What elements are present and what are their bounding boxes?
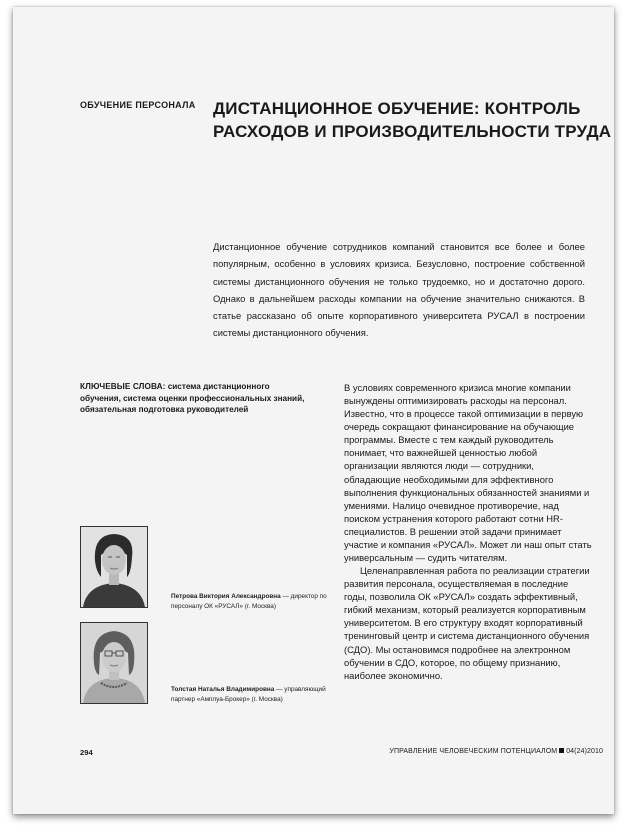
author-caption-tolstaya [171,685,327,704]
author-caption-petrova [171,592,327,611]
page-number: 294 [80,748,93,757]
author-role: — управляющий партнер «Амплуа-Брокер» (г. Москва) [171,686,326,703]
journal-footer [389,748,603,755]
author-name: Петрова Виктория Александровна [171,593,281,600]
author-role: — директор по персоналу ОК «РУСАЛ» (г. Москва) [171,593,327,610]
author-photo-petrova [80,526,148,608]
body-paragraph-1: В условиях современного кризиса многие компании вынуждены оптимизировать расходы на персонал. Известно, что в процессе такой оптимизации в первую очередь сокращают финансирование на обучающие программы. Вместе с тем каждый руководитель понимает, что важнейшей ценностью любой организации являются люди — сотрудники, обладающие необходимыми для эффективного выполнения функциональных обязанностей знаниями и умениями. Налицо очевидное противоречие, над поиском устранения которого работают сотни HR-специалистов. В решении этой задачи принимает участие и компания «РУСАЛ». Может ли наш опыт стать универсальным — судить читателям. [344,382,592,564]
journal-issue: 04(24)2010 [566,748,603,755]
section-label: ОБУЧЕНИЕ ПЕРСОНАЛА [80,100,196,110]
keywords-label: КЛЮЧЕВЫЕ СЛОВА: [80,382,166,391]
author-photo-tolstaya [80,622,148,704]
author-name: Толстая Наталья Владимировна [171,686,275,693]
article-body [344,381,592,682]
keywords-text: система дистанционного обучения, система оценки профессиональных знаний, обязательная подготовка руководителей [80,382,305,414]
article-title-line-1: ДИСТАНЦИОННОЕ ОБУЧЕНИЕ: КОНТРОЛЬ [213,99,581,118]
body-paragraph-2: Целенаправленная работа по реализации стратегии развития персонала, осуществляемая в последние годы, позволила ОК «РУСАЛ» создать эффективный, гибкий механизм, который реализуется корпоративным университетом. В его структуру входят корпоративный тренинговый центр и система дистанционного обучения (СДО). Мы остановимся подробнее на электронном обучении в СДО, которое, по общему признанию, наиболее экономично. [344,565,590,681]
separator-square-icon [559,748,564,753]
article-title [213,97,612,143]
article-title-line-2: РАСХОДОВ И ПРОИЗВОДИТЕЛЬНОСТИ ТРУДА [213,122,612,141]
lead-paragraph: Дистанционное обучение сотрудников компаний становится все более и более популярным, особенно в условиях кризиса. Безусловно, построение собственной системы дистанционного обучения не только трудоемко, но и достаточно дорого. Однако в дальнейшем расходы компании на обучение значительно снижаются. В статье рассказано об опыте корпоративного университета РУСАЛ в построении системы дистанционного обучения. [213,241,585,339]
keywords-block [80,381,312,416]
journal-name: УПРАВЛЕНИЕ ЧЕЛОВЕЧЕСКИМ ПОТЕНЦИАЛОМ [389,748,558,755]
